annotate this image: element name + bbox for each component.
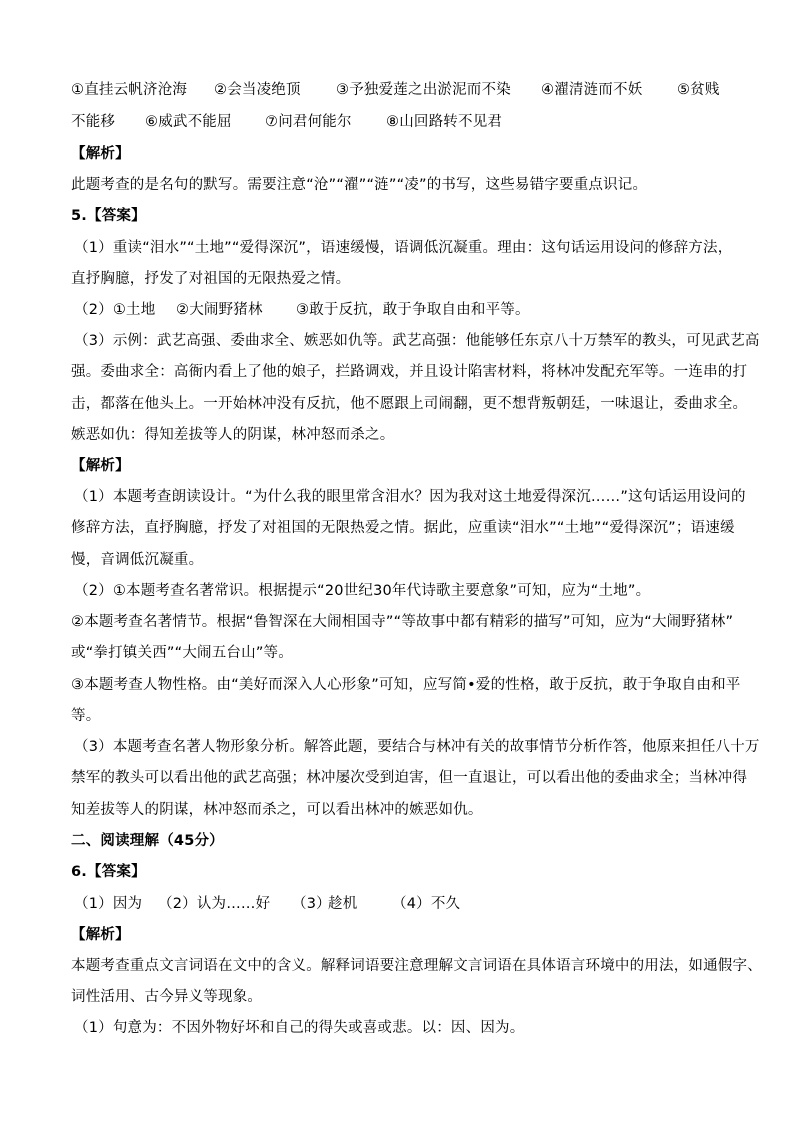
dictation-item: ⑦问君何能尔 [265, 114, 352, 130]
q4-analysis: 此题考查的是名句的默写。需要注意“沧”“濯”“涟”“凌”的书写，这些易错字要重点识记。 [71, 177, 648, 193]
analysis-text: 等。 [71, 708, 101, 724]
answer-text: （2）认为……好 [158, 896, 271, 912]
dictation-line-1 [71, 80, 720, 100]
analysis-text: 知差拔等人的阴谋，林冲怒而杀之，可以看出林冲的嫉恶如仇。 [71, 802, 483, 818]
analysis-text: （2）①本题考查名著常识。根据提示“20世纪30年代诗歌主要意象”可知，应为“土地”。 [74, 583, 651, 599]
q5-answer-heading: 5.【答案】 [71, 208, 146, 224]
analysis-text: 本题考查重点文言词语在文中的含义。解释词语要注意理解文言词语在具体语言环境中的用法，如通假字、 [71, 958, 762, 974]
answer-text: ②大闹野猪林 [176, 302, 263, 318]
dictation-item: ③予独爱莲之出淤泥而不染 [336, 82, 511, 98]
dictation-item: 不能移 [71, 114, 116, 130]
answer-line [74, 894, 460, 914]
q6-answer-heading: 6.【答案】 [71, 864, 146, 880]
dictation-item: ②会当凌绝顶 [214, 82, 301, 98]
dictation-line-2 [71, 112, 502, 132]
analysis-text: 禁军的教头可以看出他的武艺高强；林冲屡次受到迫害，但一直退让，可以看出他的委曲求全；当林冲得 [71, 770, 748, 786]
dictation-item: ⑤贫贱 [677, 82, 720, 98]
analysis-text: 词性活用、古今异义等现象。 [71, 989, 263, 1005]
dictation-item: ④濯清涟而不妖 [541, 82, 643, 98]
dictation-item: ⑧山回路转不见君 [386, 114, 503, 130]
analysis-heading: 【解析】 [71, 458, 130, 474]
answer-text: 直抒胸臆，抒发了对祖国的无限热爱之情。 [71, 271, 351, 287]
answer-text: （3）示例：武艺高强、委曲求全、嫉恶如仇等。武艺高强：他能够任东京八十万禁军的教头，可见武艺高 [74, 333, 760, 349]
analysis-text: （3）本题考查名著人物形象分析。解答此题，要结合与林冲有关的故事情节分析作答，他原来担任八十万 [74, 739, 760, 755]
section-title: 二、阅读理解（45分） [71, 833, 224, 849]
analysis-text: 修辞方法，直抒胸臆，抒发了对祖国的无限热爱之情。据此，应重读“泪水”“土地”“爱得深沉”；语速缓 [71, 520, 735, 536]
analysis-text: ②本题考查名著情节。根据“鲁智深在大闹相国寺”“等故事中都有精彩的描写”可知，应为“大闹野猪林” [71, 614, 734, 630]
answer-text: 强。委曲求全：高衙内看上了他的娘子，拦路调戏，并且设计陷害材料，将林冲发配充军等。一连串的打 [71, 364, 748, 380]
answer-text: （4）不久 [392, 896, 461, 912]
answer-text: （1）因为 [74, 896, 143, 912]
analysis-heading: 【解析】 [71, 146, 130, 162]
dictation-item: ⑥威武不能屈 [145, 114, 232, 130]
answer-text: （1）重读“泪水”“土地”“爱得深沉”，语速缓慢，语调低沉凝重。理由：这句话运用设问的修辞方法， [74, 240, 733, 256]
analysis-text: （1）句意为：不因外物好坏和自己的得失或喜或悲。以：因、因为。 [74, 1020, 525, 1036]
analysis-heading: 【解析】 [71, 927, 130, 943]
answer-text: 击，都落在他头上。一开始林冲没有反抗，他不愿跟上司闹翻，更不想背叛朝廷，一味退让，委曲求全。 [71, 396, 748, 412]
answer-text: 趁机 [328, 896, 358, 912]
answer-line [74, 300, 530, 320]
analysis-text: ③本题考查人物性格。由“美好而深入人心形象”可知，应写简•爱的性格，敢于反抗，敢于争取自由和平 [71, 677, 741, 693]
dictation-item: ①直挂云帆济沧海 [71, 82, 188, 98]
answer-text: （2）①土地 [74, 302, 156, 318]
answer-text: 嫉恶如仇：得知差拔等人的阴谋，林冲怒而杀之。 [71, 427, 395, 443]
analysis-text: 或“拳打镇关西”“大闹五台山”等。 [71, 645, 293, 661]
answer-text: ③敢于反抗，敢于争取自由和平等。 [296, 302, 530, 318]
answer-text: （3） [292, 896, 331, 912]
analysis-text: （1）本题考查朗读设计。“为什么我的眼里常含泪水？因为我对这土地爱得深沉……”这句话运用设问的 [74, 489, 746, 505]
analysis-text: 慢，音调低沉凝重。 [71, 552, 204, 568]
